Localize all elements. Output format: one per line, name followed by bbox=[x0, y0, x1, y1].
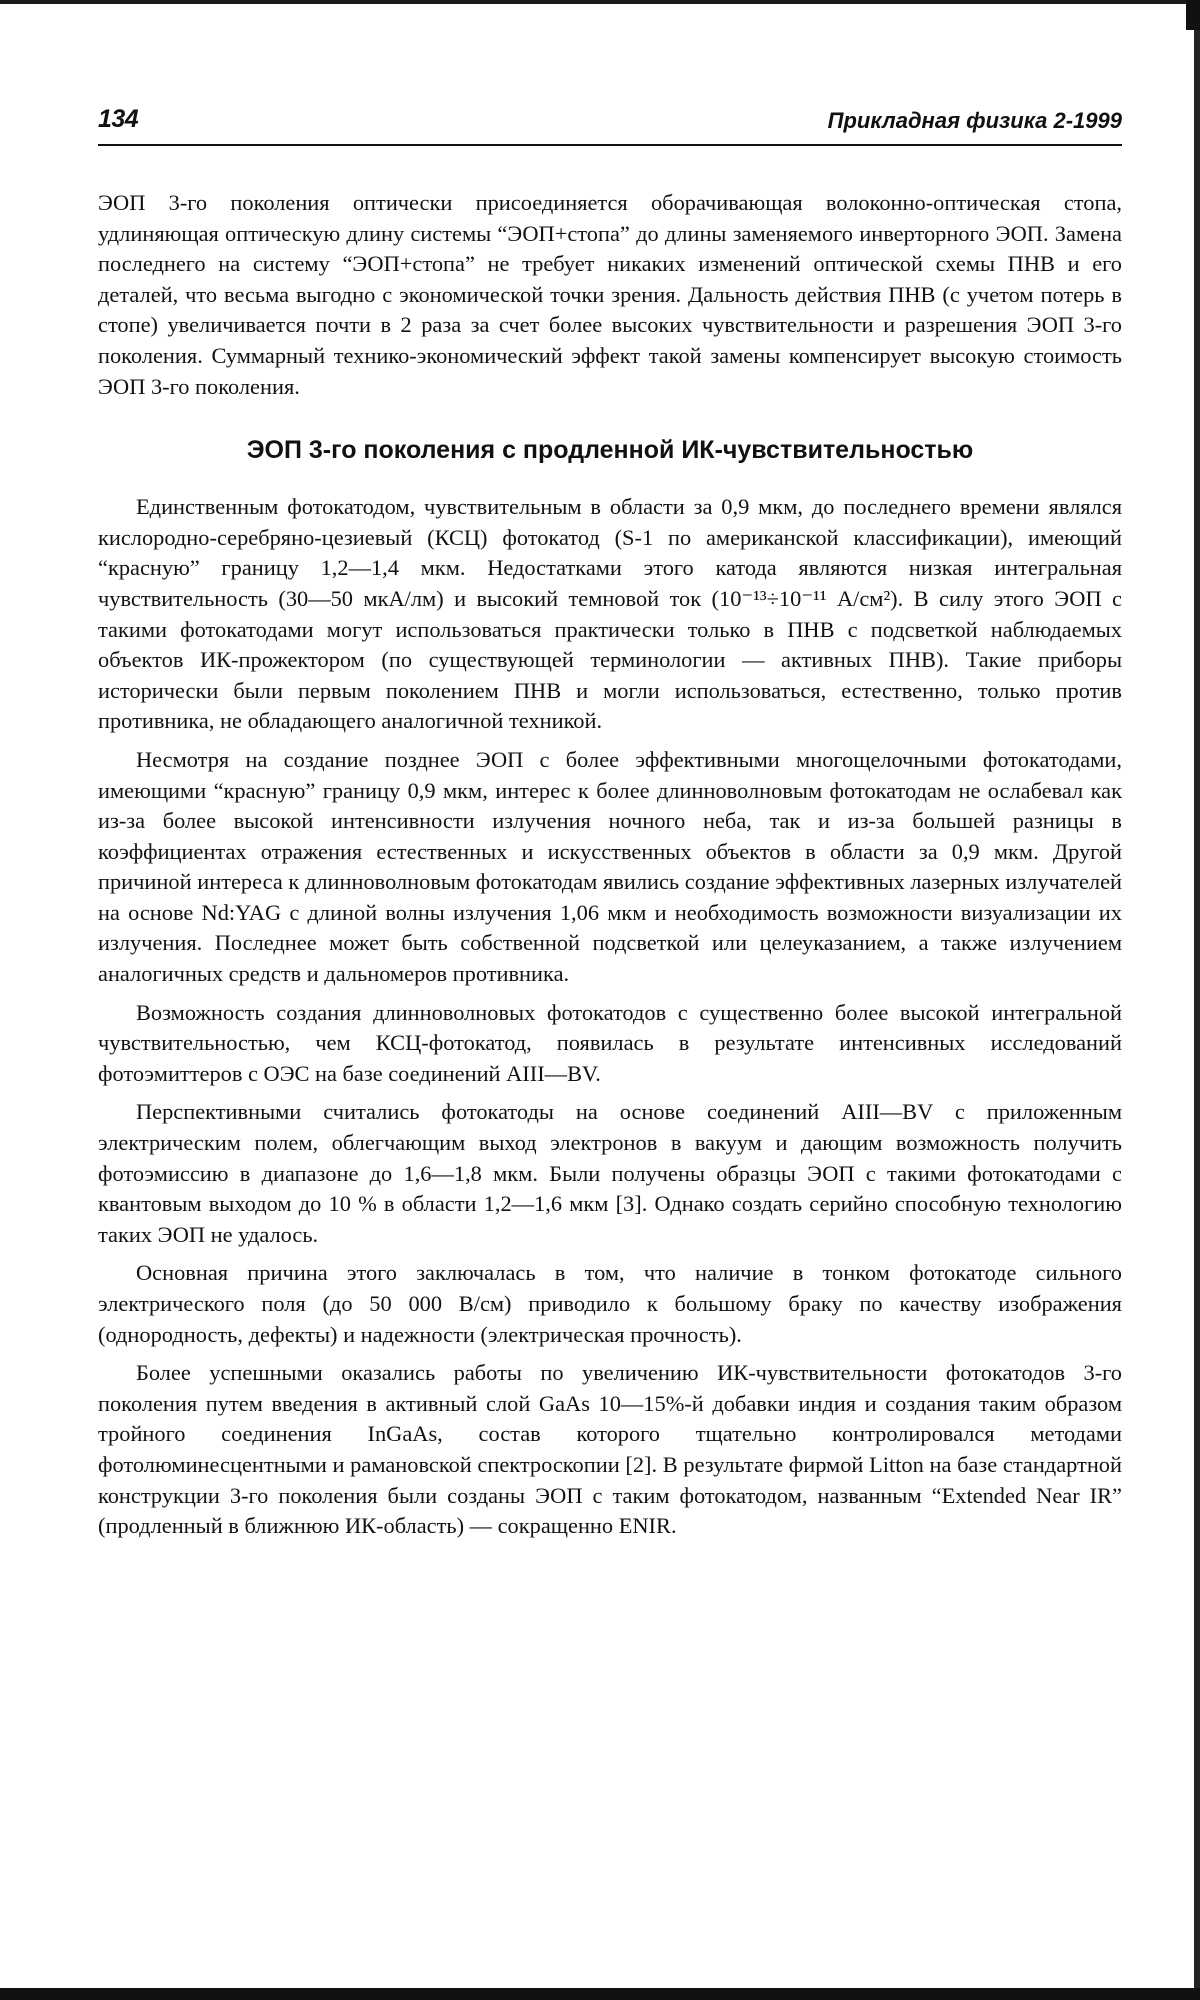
scan-edge-top-right bbox=[1186, 0, 1200, 30]
intro-paragraph: ЭОП 3-го поколения оптически присоединяется оборачивающая волоконно-оптическая стопа, удлиняющая оптическую длину системы “ЭОП+стопа” до длины заменяемого инверторного ЭОП. Замена последнего на систему “ЭОП+стопа” не требует никаких изменений оптической схемы ПНВ и его деталей, что весьма выгодно с экономической точки зрения. Дальность действия ПНВ (с учетом потерь в стопе) увеличивается почти в 2 раза за счет более высоких чувствительности и разрешения ЭОП 3-го поколения. Суммарный технико-экономический эффект такой замены компенсирует высокую стоимость ЭОП 3-го поколения. bbox=[98, 190, 1122, 399]
body-paragraph-5: Основная причина этого заключалась в том, что наличие в тонком фотокатоде сильного электрического поля (до 50 000 В/см) приводило к большому браку по качеству изображения (однородность, дефекты) и надежности (электрическая прочность). bbox=[98, 1260, 1122, 1347]
scan-edge-top bbox=[0, 0, 1200, 4]
scan-edge-bottom bbox=[0, 1988, 1200, 2000]
body-paragraph-1: Единственным фотокатодом, чувствительным в области за 0,9 мкм, до последнего времени являлся кислородно-серебряно-цезиевый (КСЦ) фотокатод (S-1 по американской классификации), имеющий “красную” границу 1,2—1,4 мкм. Недостатками этого катода являются низкая интегральная чувствительность (30—50 мкА/лм) и высокий темновой ток (10⁻¹³÷10⁻¹¹ А/см²). В силу этого ЭОП с такими фотокатодами могут использоваться практически только в ПНВ с подсветкой наблюдаемых объектов ИК-прожектором (по существующей терминологии — активных ПНВ). Такие приборы исторически были первым поколением ПНВ и могли использоваться, естественно, только против противника, не обладающего аналогичной техникой. bbox=[98, 494, 1122, 734]
section-heading: ЭОП 3-го поколения с продленной ИК-чувствительностью bbox=[246, 436, 974, 465]
page-number: 134 bbox=[98, 105, 139, 133]
body-paragraph-6: Более успешными оказались работы по увеличению ИК-чувствительности фотокатодов 3-го поколения путем введения в активный слой GaAs 10—15%-й добавки индия и создания таким образом тройного соединения InGaAs, состав которого тщательно контролировался методами фотолюминесцентными и рамановской спектроскопии [2]. В результате фирмой Litton на базе стандартной конструкции 3-го поколения были созданы ЭОП с таким фотокатодом, названным “Extended Near IR” (продленный в ближнюю ИК-область) — сокращенно ENIR. bbox=[98, 1360, 1122, 1539]
running-head bbox=[98, 100, 1122, 146]
body-paragraph-2: Несмотря на создание позднее ЭОП с более эффективными многощелочными фотокатодами, имеющими “красную” границу 0,9 мкм, интерес к более длинноволновым фотокатодам не ослабевал как из-за более высокой интенсивности излучения ночного неба, так и из-за большей разницы в коэффициентах отражения естественных и искусственных объектов в области за 0,9 мкм. Другой причиной интереса к длинноволновым фотокатодам явились создание эффективных лазерных излучателей на основе Nd:YAG с длиной волны излучения 1,06 мкм и необходимость возможности визуализации их излучения. Последнее может быть собственной подсветкой или целеуказанием, а также излучением аналогичных средств и дальномеров противника. bbox=[98, 746, 1122, 987]
journal-title: Прикладная физика 2-1999 bbox=[827, 108, 1122, 133]
page bbox=[98, 100, 1122, 1550]
scan-edge-right bbox=[1194, 30, 1200, 2000]
body-paragraph-4: Перспективными считались фотокатоды на основе соединений AIII—BV с приложенным электрическим полем, облегчающим выход электронов в вакуум и дающим возможность получить фотоэмиссию в диапазоне до 1,6—1,8 мкм. Были получены образцы ЭОП с такими фотокатодами с квантовым выходом до 10 % в области 1,2—1,6 мкм [3]. Однако создать серийно способную технологию таких ЭОП не удалось. bbox=[98, 1099, 1122, 1247]
body-paragraph-3: Возможность создания длинноволновых фотокатодов с существенно более высокой интегральной чувствительностью, чем КСЦ-фотокатод, появилась в результате интенсивных исследований фотоэмиттеров с ОЭС на базе соединений AIII—BV. bbox=[98, 999, 1122, 1086]
